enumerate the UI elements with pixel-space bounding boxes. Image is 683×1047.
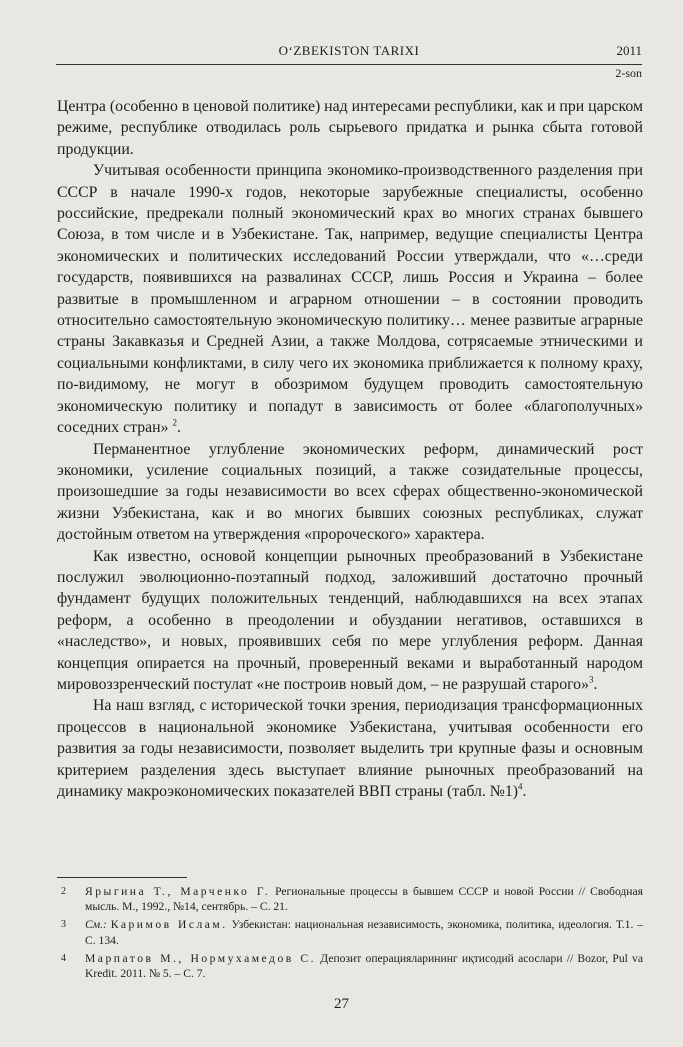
footnote-number: 2: [61, 886, 66, 897]
footnote-text: Региональные процессы в бывшем СССР и новой России // Свободная мысль. М., 1992., №14, сентябрь. – С. 21.: [85, 885, 643, 914]
footnote-number: 4: [61, 952, 66, 964]
footnote-divider: [57, 877, 187, 878]
paragraph: Учитывая особенности принципа экономико-производственного разделения при СССР в начале 1990-х годов, некоторые зарубежные специалисты, особенно российские, предрекали полный экономический крах во многих странах бывшего Союза, в том числе и в Узбекистане. Так, например, ведущие специалисты Центра экономических и политических исследований России утверждали, что «…среди государств, появившихся на развалинах СССР, лишь Россия и Украина – более развитые в промышленном и аграрном отношении – в состоянии проводить относительно самостоятельную экономическую политику… менее развитые аграрные страны Закавказья и Средней Азии, а также Молдова, сотрясаемые этническими и социальными конфликтами, в силу чего их экономика приближается к полному краху, по-видимому, не могут в обозримом будущем проводить самостоятельную экономическую политику и попадут в зависимость от более «благополучных» соседних стран» $^2$.: [57, 162, 643, 437]
running-header: [56, 40, 642, 65]
footnote: [57, 951, 643, 981]
footnotes: [57, 884, 643, 984]
journal-title: O‘ZBEKISTON TARIXI: [278, 43, 420, 58]
issue-number: 2-son: [615, 66, 642, 80]
paragraph: На наш взгляд, с исторической точки зрения, периодизация трансформационных процессов в национальной экономике Узбекистана, учитывая особенности его развития за годы независимости, позволяет выделить три крупные фазы и основным критерием разделения здесь выступает влияние рыночных преобразований на динамику макроэкономических показателей ВВП страны (табл. №1)$^4$.: [57, 697, 643, 800]
article-body: [57, 96, 643, 802]
footnote-author: Марпатов М., Нормухамедов С.: [85, 951, 317, 965]
footnote-ref[interactable]: 2: [172, 417, 177, 428]
paragraph: Центра (особенно в ценовой политике) над интересами республики, как и при царском режиме, республике отводилась роль сырьевого придатка и рынка сбыта готовой продукции.: [57, 98, 643, 158]
issue-year: 2011: [616, 43, 642, 58]
footnote-author: Ярыгина Т., Марченко Г.: [85, 885, 271, 898]
page-number: 27: [334, 996, 349, 1012]
footnote-ref[interactable]: 4: [518, 781, 523, 792]
footnote-number: 3: [61, 919, 66, 931]
footnote: [57, 884, 643, 914]
footnote-text: Депозит операцияларининг иқтисодий асослари // Bozor, Pul va Kredit. 2011. № 5. – С. 7.: [85, 951, 643, 981]
footnote: [57, 917, 643, 947]
paragraph: Перманентное углубление экономических реформ, динамический рост экономики, усиление социальных позиций, а также созидательные процессы, произошедшие за годы независимости во всех сферах общественно-экономической жизни Узбекистана, как и во многих бывших союзных республиках, служат достойным ответом на утверждения «пророческого» характера.: [57, 440, 643, 544]
footnote-prefix: См.:: [85, 918, 111, 932]
footnote-ref[interactable]: 3: [588, 674, 594, 685]
paragraph: Как известно, основой концепции рыночных преобразований в Узбекистане послужил эволюционно-поэтапный подход, заложивший достаточно прочный фундамент будущих положительных тенденций, наблюдавшихся на всех этапах реформ, а особенно в преодолении и обуздании негативов, оставшихся в «наследство», и новых, проявивших себя по мере углубления реформ. Данная концепция опирается на прочный, проверенный веками и выработанный народом мировоззренческий постулат «не построив новый дом, – не разрушай старого»$^3$.: [57, 547, 643, 693]
footnote-author: Каримов Ислам.: [110, 918, 228, 932]
footnote-text: Узбекистан: национальная независимость, экономика, политика, идеология. Т.1. – С. 134.: [85, 918, 644, 947]
